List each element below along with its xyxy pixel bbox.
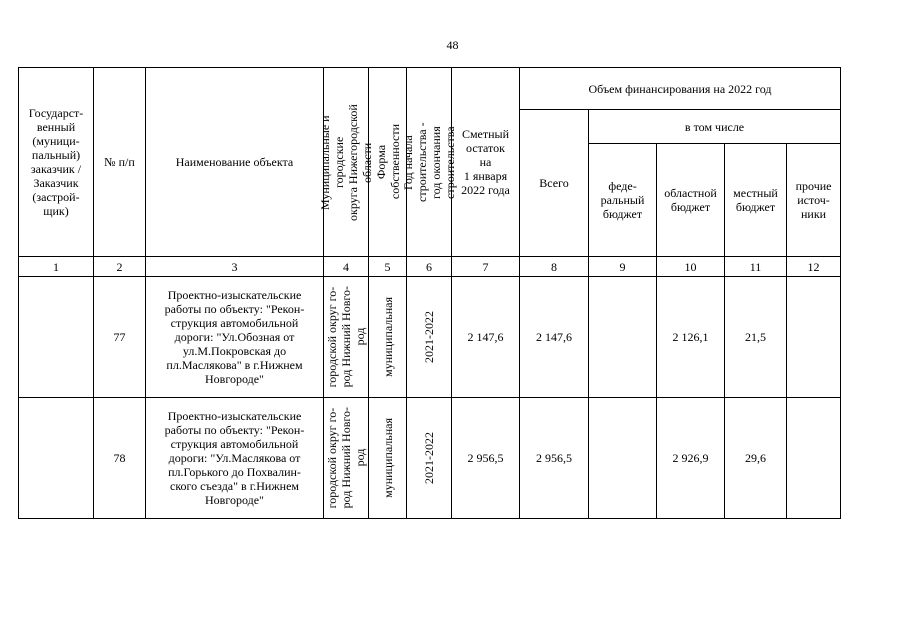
header-customer: Государст- венный (муници- пальный) заказчик / Заказчик (застрой- щик) (19, 68, 94, 257)
header-years (401, 68, 457, 257)
header-local: местный бюджет (725, 144, 787, 257)
row-other (787, 398, 841, 519)
header-regional: областной бюджет (657, 144, 725, 257)
column-number: 8 (520, 257, 589, 277)
table-row (19, 277, 841, 398)
financing-table (18, 67, 841, 519)
column-number: 6 (407, 257, 452, 277)
row-object-name: Проектно-изыскательские работы по объекту: "Рекон- струкция автомобильной дороги: "Ул.Обозная от ул.М.Покровская до пл.Маслякова" в г.Нижнем Новгороде" (146, 277, 324, 398)
row-years-text: 2021-2022 (422, 432, 436, 484)
row-other (787, 277, 841, 398)
row-years-text: 2021-2022 (422, 311, 436, 363)
column-number: 12 (787, 257, 841, 277)
header-municipality (318, 68, 374, 257)
header-years-text: Год начала строительства - год окончания строительства (401, 122, 457, 202)
row-total: 2 147,6 (520, 277, 589, 398)
column-number: 3 (146, 257, 324, 277)
header-including: в том числе (589, 110, 841, 144)
column-number: 7 (452, 257, 520, 277)
column-number: 10 (657, 257, 725, 277)
row-customer (19, 398, 94, 519)
row-object-name: Проектно-изыскательские работы по объекту: "Рекон- струкция автомобильной дороги: "Ул.Маслякова от пл.Горького до Похвалин- ского съезда" в г.Нижнем Новгороде" (146, 398, 324, 519)
header-ownership-text: Форма собственности (373, 124, 402, 200)
row-regional: 2 126,1 (657, 277, 725, 398)
row-customer (19, 277, 94, 398)
header-estimate-balance: Сметный остаток на 1 января 2022 года (452, 68, 520, 257)
row-ownership (369, 277, 407, 398)
row-ownership-text: муниципальная (380, 418, 395, 498)
row-regional: 2 926,9 (657, 398, 725, 519)
header-other: прочие источ- ники (787, 144, 841, 257)
column-number: 11 (725, 257, 787, 277)
column-number: 1 (19, 257, 94, 277)
row-municipality (324, 398, 369, 519)
row-local: 29,6 (725, 398, 787, 519)
header-num: № п/п (94, 68, 146, 257)
row-estimate-balance: 2 956,5 (452, 398, 520, 519)
row-local: 21,5 (725, 277, 787, 398)
header-object-name: Наименование объекта (146, 68, 324, 257)
header-federal: феде- ральный бюджет (589, 144, 657, 257)
column-number-row (19, 257, 841, 277)
column-number: 2 (94, 257, 146, 277)
row-ownership-text: муниципальная (380, 297, 395, 377)
row-estimate-balance: 2 147,6 (452, 277, 520, 398)
column-number: 5 (369, 257, 407, 277)
row-num: 77 (94, 277, 146, 398)
row-municipality (324, 277, 369, 398)
page-number: 48 (446, 38, 459, 52)
row-federal (589, 277, 657, 398)
column-number: 4 (324, 257, 369, 277)
row-municipality-text: городской округ го- род Нижний Новго- род (325, 286, 367, 388)
header-financing-volume: Объем финансирования на 2022 год (520, 68, 841, 110)
column-number: 9 (589, 257, 657, 277)
row-federal (589, 398, 657, 519)
row-total: 2 956,5 (520, 398, 589, 519)
row-num: 78 (94, 398, 146, 519)
row-years (407, 277, 452, 398)
table-row (19, 398, 841, 519)
header-municipality-text: Муниципальные и городские округа Нижегородской области (318, 103, 374, 221)
row-years (407, 398, 452, 519)
row-ownership (369, 398, 407, 519)
header-total: Всего (520, 110, 589, 257)
row-municipality-text: городской округ го- род Нижний Новго- род (325, 407, 367, 509)
